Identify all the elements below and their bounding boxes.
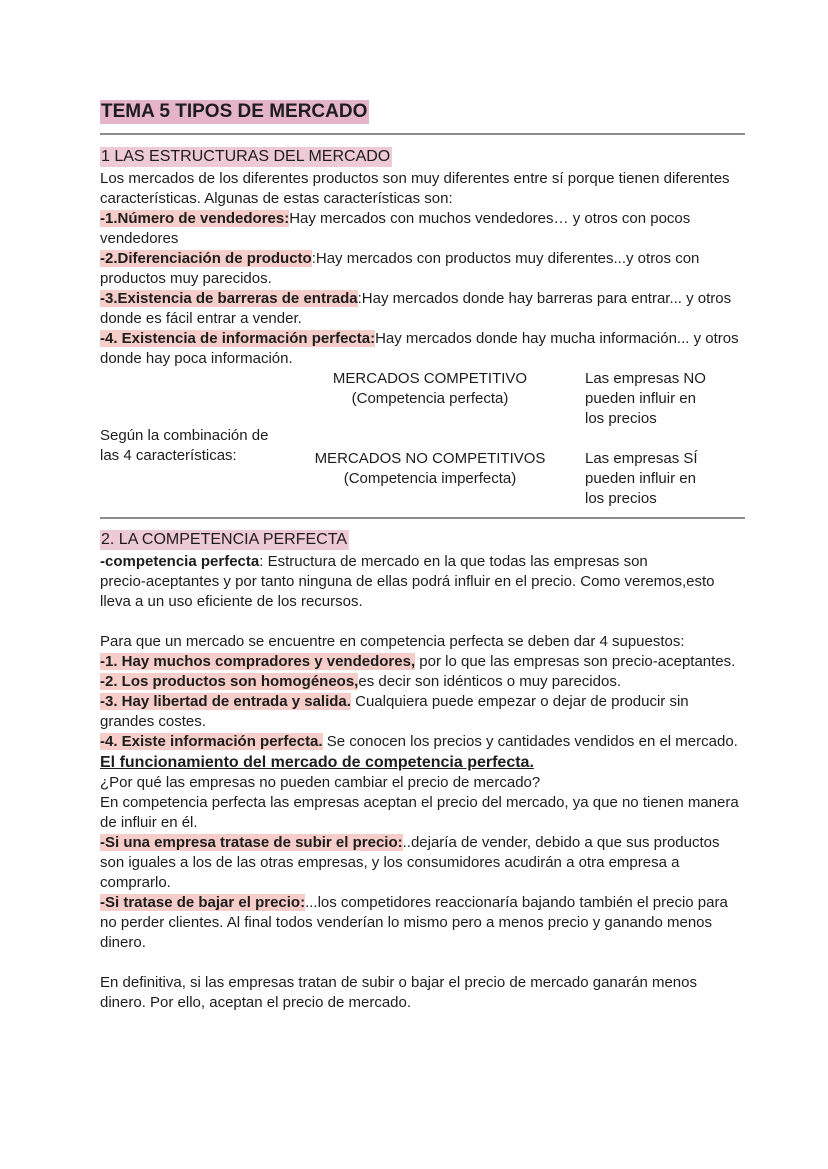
assumption-item-2 — [100, 672, 745, 692]
price-case-term: -Si tratase de bajar el precio: — [100, 894, 306, 911]
price-case-term: -Si una empresa tratase de subir el precio: — [100, 834, 403, 851]
assumption-item-3 — [100, 692, 745, 732]
section2-heading-text: 2. LA COMPETENCIA PERFECTA — [101, 531, 347, 548]
section1-intro: Los mercados de los diferentes productos son muy diferentes entre sí porque tienen diferentes características. Algunas de estas características son: — [100, 170, 730, 207]
note-line: los precios — [585, 410, 657, 427]
left-label-line: Según la combinación de — [100, 427, 269, 444]
section1-heading-text: 1 LAS ESTRUCTURAS DEL MERCADO — [101, 148, 391, 165]
assumption-item-4 — [100, 732, 745, 752]
characteristic-term: -1.Número de vendedores: — [100, 210, 290, 227]
assumption-term: -3. Hay libertad de entrada y salida. — [100, 693, 351, 710]
conclusion-paragraph: En definitiva, si las empresas tratan de subir o bajar el precio de mercado ganarán menos dinero. Por ello, aceptan el precio de mercado. — [100, 974, 697, 1011]
price-case-lower — [100, 893, 745, 953]
market-price-question: ¿Por qué las empresas no pueden cambiar el precio de mercado? — [100, 774, 541, 791]
horizontal-rule — [100, 133, 745, 135]
note-line: Las empresas SÍ — [585, 450, 698, 467]
left-label-line: las 4 características: — [100, 447, 237, 464]
note-line: pueden influir en — [585, 470, 696, 487]
competitive-markets-cell — [300, 369, 560, 409]
assumption-term: -2. Los productos son homogéneos, — [100, 673, 359, 690]
characteristic-rest: Hay mercados donde hay mucha información... y otros donde hay poca información. — [100, 330, 739, 367]
price-case-rest: ...los competidores reaccionaría bajando también el precio para no perder clientes. Al final todos venderían lo mismo pero a menos precio y ganando menos dinero. — [100, 894, 728, 951]
characteristic-rest: Hay mercados con muchos vendedores… y otros con pocos vendedores — [100, 210, 691, 247]
assumptions-intro: Para que un mercado se encuentre en competencia perfecta se deben dar 4 supuestos: — [100, 633, 685, 650]
functioning-subheading: El funcionamiento del mercado de competencia perfecta. — [100, 754, 534, 771]
characteristic-item-2 — [100, 249, 745, 289]
definition-rest: y por tanto ninguna de ellas podrá influir en el precio. Como veremos,esto lleva a un uso eficiente de los recursos. — [100, 573, 715, 610]
perfect-competition-definition — [100, 552, 745, 612]
note-line: pueden influir en — [585, 390, 696, 407]
definition-rest: : Estructura de mercado en la que todas las empresas son — [259, 553, 648, 570]
characteristic-item-3 — [100, 289, 745, 329]
section1-heading — [100, 146, 745, 167]
non-competitive-markets-name: MERCADOS NO COMPETITIVOS — [314, 450, 546, 467]
market-comparison-table — [100, 369, 745, 511]
blank-line — [100, 953, 745, 973]
assumption-compound-word: precio-aceptantes. — [611, 653, 736, 670]
definition-term: -competencia perfecta — [100, 553, 260, 570]
characteristic-rest: :Hay mercados donde hay barreras para entrar... y otros donde es fácil entrar a vender. — [100, 290, 732, 327]
characteristic-item-4 — [100, 329, 745, 369]
non-competitive-markets-note — [585, 449, 740, 509]
characteristic-rest: :Hay mercados con productos muy diferentes...y otros con productos muy parecidos. — [100, 250, 700, 287]
non-competitive-markets-subtitle: (Competencia imperfecta) — [343, 470, 517, 487]
assumption-rest: por lo que las empresas son — [415, 653, 612, 670]
characteristic-term: -4. Existencia de información perfecta: — [100, 330, 376, 347]
characteristic-item-1 — [100, 209, 745, 249]
document-title-text: TEMA 5 TIPOS DE MERCADO — [101, 101, 368, 122]
assumption-rest: Se conocen los precios y cantidades vendidos en el mercado. — [322, 733, 738, 750]
characteristic-term: -3.Existencia de barreras de entrada — [100, 290, 358, 307]
competitive-markets-note — [585, 369, 740, 429]
assumption-rest: es decir son idénticos o muy parecidos. — [358, 673, 621, 690]
document-title — [100, 99, 745, 124]
section2-heading — [100, 529, 745, 550]
characteristic-term: -2.Diferenciación de producto — [100, 250, 312, 267]
price-case-raise — [100, 833, 745, 893]
competitive-markets-name: MERCADOS COMPETITIVO — [332, 370, 528, 387]
blank-line — [100, 612, 745, 632]
non-competitive-markets-cell — [300, 449, 560, 489]
assumption-rest: Cualquiera puede empezar o dejar de producir sin grandes costes. — [100, 693, 689, 730]
note-line: los precios — [585, 490, 657, 507]
market-price-answer: En competencia perfecta las empresas aceptan el precio del mercado, ya que no tienen manera de influir en él. — [100, 794, 739, 831]
competitive-markets-subtitle: (Competencia perfecta) — [351, 390, 509, 407]
definition-compound-word: precio-aceptantes — [100, 573, 220, 590]
price-case-rest: ..dejaría de vender, debido a que sus productos son iguales a los de las otras empresas, y los consumidores acudirán a otra empresa a comprarlo. — [100, 834, 720, 891]
market-table-left-label — [100, 426, 295, 466]
note-line: Las empresas NO — [585, 370, 706, 387]
assumption-term: -4. Existe información perfecta. — [100, 733, 323, 750]
assumption-term: -1. Hay muchos compradores y vendedores, — [100, 653, 416, 670]
horizontal-rule — [100, 517, 745, 519]
assumption-item-1 — [100, 652, 745, 672]
